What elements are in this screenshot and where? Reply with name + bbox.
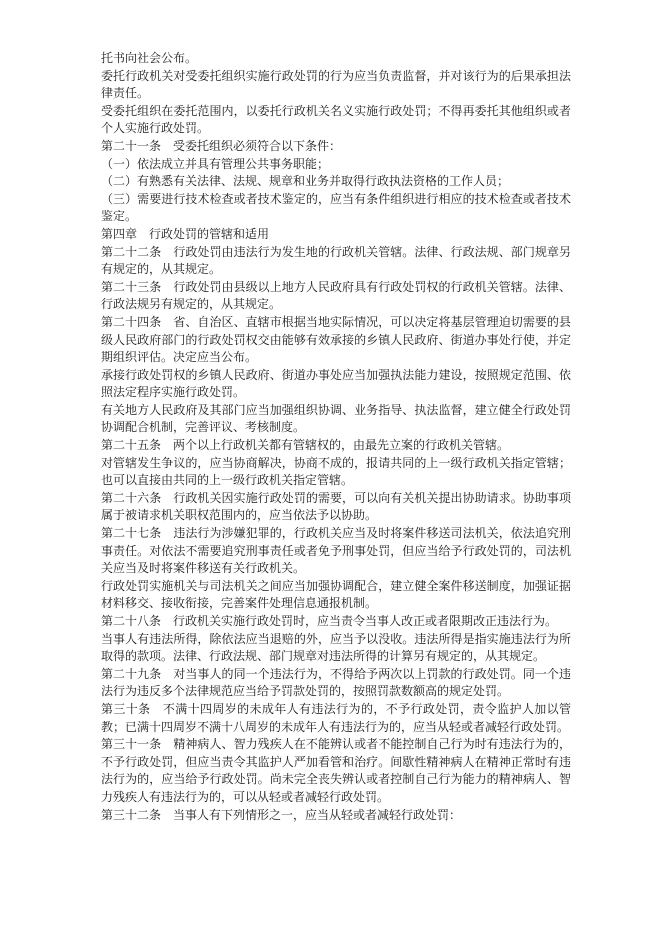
chapter-heading: 第四章 行政处罚的管辖和适用 bbox=[101, 226, 270, 241]
paragraph: 第二十七条 违法行为涉嫌犯罪的，行政机关应当及时将案件移送司法机关，依法追究刑事责任。对依法不需要追究刑事责任或者免予刑事处罚，但应当给予行政处罚的，司法机关应当及时将案件移送有关行政机关。 bbox=[101, 526, 571, 576]
paragraph: 第三十二条 当事人有下列情形之一，应当从轻或者减轻行政处罚： bbox=[101, 807, 462, 822]
paragraph: 第二十六条 行政机关因实施行政处罚的需要，可以向有关机关提出协助请求。协助事项属于被请求机关职权范围内的，应当依法予以协助。 bbox=[101, 490, 571, 523]
paragraph: 对管辖发生争议的，应当协商解决，协商不成的，报请共同的上一级行政机关指定管辖；也可以直接由共同的上一级行政机关指定管辖。 bbox=[101, 455, 571, 488]
list-item: （二）有熟悉有关法律、法规、规章和业务并取得行政执法资格的工作人员； bbox=[101, 174, 510, 189]
paragraph: 当事人有违法所得，除依法应当退赔的外，应当予以没收。违法所得是指实施违法行为所取得的款项。法律、行政法规、部门规章对违法所得的计算另有规定的，从其规定。 bbox=[101, 631, 571, 664]
paragraph: 第二十九条 对当事人的同一个违法行为，不得给予两次以上罚款的行政处罚。同一个违法行为违反多个法律规范应当给予罚款处罚的，按照罚款数额高的规定处罚。 bbox=[101, 666, 571, 699]
paragraph: 承接行政处罚权的乡镇人民政府、街道办事处应当加强执法能力建设，按照规定范围、依照法定程序实施行政处罚。 bbox=[101, 367, 571, 400]
paragraph: 委托行政机关对受委托组织实施行政处罚的行为应当负责监督，并对该行为的后果承担法律责任。 bbox=[101, 68, 571, 101]
list-item: （一）依法成立并具有管理公共事务职能； bbox=[101, 156, 330, 171]
document-body bbox=[101, 50, 571, 824]
list-item: （三）需要进行技术检查或者技术鉴定的，应当有条件组织进行相应的技术检查或者技术鉴定。 bbox=[101, 191, 571, 224]
paragraph: 第二十五条 两个以上行政机关都有管辖权的，由最先立案的行政机关管辖。 bbox=[101, 438, 510, 453]
paragraph: 托书向社会公布。 bbox=[101, 51, 198, 65]
paragraph: 第二十四条 省、自治区、直辖市根据当地实际情况，可以决定将基层管理迫切需要的县级人民政府部门的行政处罚权交由能够有效承接的乡镇人民政府、街道办事处行使，并定期组织评估。决定应当公布。 bbox=[101, 314, 571, 365]
paragraph: 第二十八条 行政机关实施行政处罚时，应当责令当事人改正或者限期改正违法行为。 bbox=[101, 614, 558, 628]
article-heading: 第二十一条 受委托组织必须符合以下条件： bbox=[101, 138, 342, 153]
paragraph: 第二十二条 行政处罚由违法行为发生地的行政机关管辖。法律、行政法规、部门规章另有规定的，从其规定。 bbox=[101, 244, 571, 277]
paragraph: 行政处罚实施机关与司法机关之间应当加强协调配合，建立健全案件移送制度，加强证据材料移交、接收衔接，完善案件处理信息通报机制。 bbox=[101, 578, 571, 611]
paragraph: 第三十条 不满十四周岁的未成年人有违法行为的，不予行政处罚，责令监护人加以管教；已满十四周岁不满十八周岁的未成年人有违法行为的，应当从轻或者减轻行政处罚。 bbox=[101, 701, 571, 734]
paragraph: 受委托组织在委托范围内，以委托行政机关名义实施行政处罚；不得再委托其他组织或者个人实施行政处罚。 bbox=[101, 103, 571, 136]
paragraph: 有关地方人民政府及其部门应当加强组织协调、业务指导、执法监督，建立健全行政处罚协调配合机制，完善评议、考核制度。 bbox=[101, 402, 571, 435]
paragraph: 第三十一条 精神病人、智力残疾人在不能辨认或者不能控制自己行为时有违法行为的，不予行政处罚，但应当责令其监护人严加看管和治疗。间歇性精神病人在精神正常时有违法行为的，应当给予行政处罚。尚未完全丧失辨认或者控制自己行为能力的精神病人、智力残疾人有违法行为的，可以从轻或者减轻行政处罚。 bbox=[101, 737, 571, 804]
paragraph: 第二十三条 行政处罚由县级以上地方人民政府具有行政处罚权的行政机关管辖。法律、行政法规另有规定的，从其规定。 bbox=[101, 279, 571, 312]
